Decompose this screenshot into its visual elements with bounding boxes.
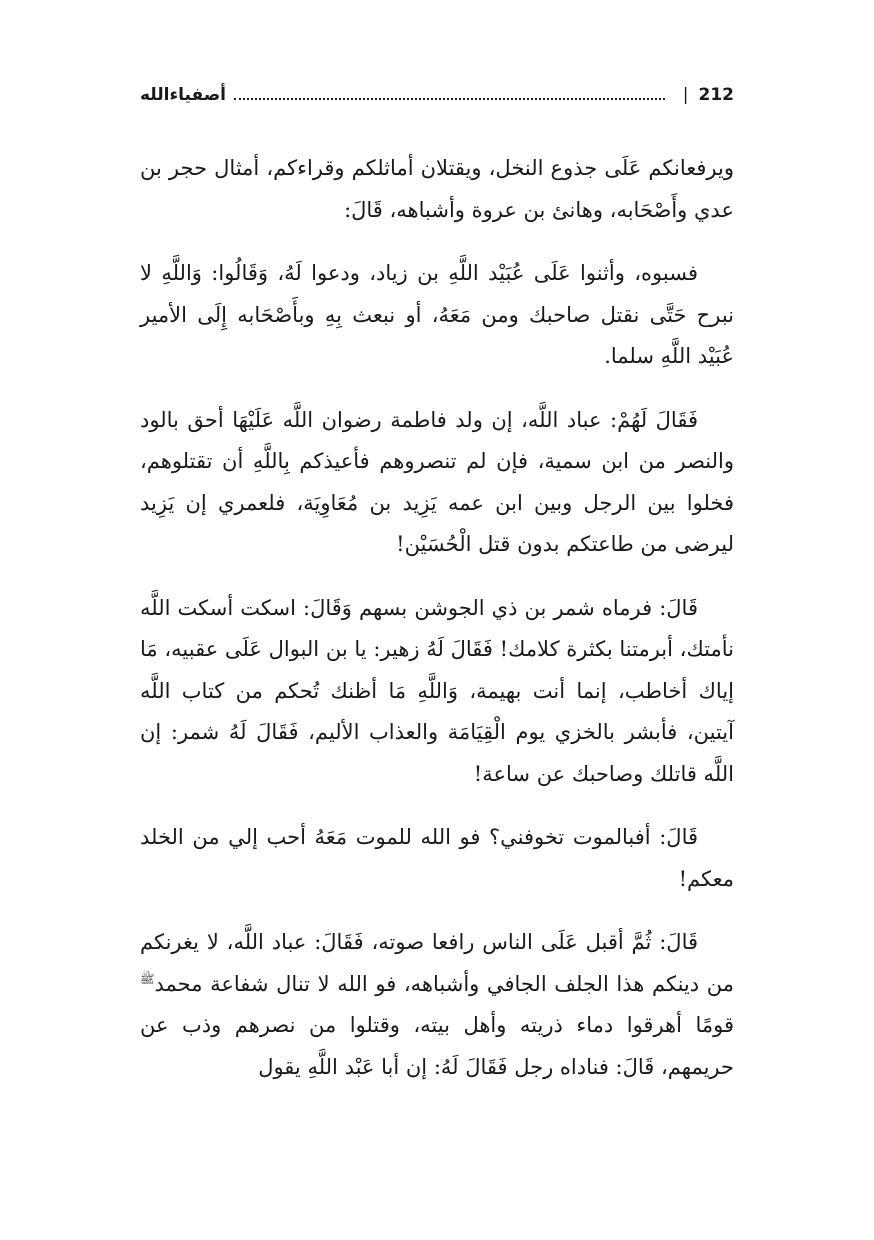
salawat-glyph: ﷺ — [140, 971, 155, 986]
running-header — [140, 80, 734, 110]
paragraph: فسبوه، وأثنوا عَلَى عُبَيْد اللَّهِ بن زياد، ودعوا لَهُ، وَقَالُوا: وَاللَّهِ لا نبرح حَتَّى نقتل صاحبك ومن مَعَهُ، أو نبعث بِهِ وبأَصْحَابه إِلَى الأمير عُبَيْد اللَّهِ سلما. — [140, 261, 734, 368]
paragraph-text-before: قَالَ: ثُمَّ أقبل عَلَى الناس رافعا صوته، فَقَالَ: عباد اللَّه، لا يغرنكم من دينكم هذا الجلف الجافي وأشباهه، فو الله لا تنال شفاعة محمد — [140, 930, 734, 996]
paragraph — [140, 922, 734, 1088]
paragraph-continuation: ويرفعانكم عَلَى جذوع النخل، ويقتلان أماثلكم وقراءكم، أمثال حجر بن عدي وأَصْحَابه، وهانئ بن عروة وأشباهه، قَالَ: — [140, 156, 734, 222]
paragraph: فَقَالَ لَهُمْ: عباد اللَّه، إن ولد فاطمة رضوان اللَّه عَلَيْهَا أحق بالود والنصر من ابن سمية، فإن لم تنصروهم فأعيذكم بِاللَّهِ أن تقتلوهم، فخلوا بين الرجل وبين ابن عمه يَزِيد بن مُعَاوِيَة، فلعمري إن يَزِيد ليرضى من طاعتكم بدون قتل الْحُسَيْن! — [140, 407, 734, 556]
dotted-leader — [234, 98, 665, 100]
header-separator: | — [682, 85, 689, 105]
body-text — [140, 148, 734, 1110]
book-title: أصفياءالله — [140, 85, 226, 105]
paragraph-text-after: قومًا أهرقوا دماء ذريته وأهل بيته، وقتلوا من نصرهم وذب عن حريمهم، قَالَ: فناداه رجل فَقَالَ لَهُ: إن أبا عَبْد اللَّهِ يقول — [140, 1013, 734, 1079]
page-number: 212 — [698, 85, 734, 105]
paragraph: قَالَ: أفبالموت تخوفني؟ فو الله للموت مَعَهُ أحب إلي من الخلد معكم! — [140, 825, 734, 891]
paragraph: قَالَ: فرماه شمر بن ذي الجوشن بسهم وَقَالَ: اسكت أسكت اللَّه نأمتك، أبرمتنا بكثرة كلامك! فَقَالَ لَهُ زهير: يا بن البوال عَلَى عقبيه، مَا إياك أخاطب، إنما أنت بهيمة، وَاللَّهِ مَا أظنك تُحكم من كتاب اللَّه آيتين، فأبشر بالخزي يوم الْقِيَامَة والعذاب الأليم، فَقَالَ لَهُ شمر: إن اللَّه قاتلك وصاحبك عن ساعة! — [140, 595, 734, 786]
